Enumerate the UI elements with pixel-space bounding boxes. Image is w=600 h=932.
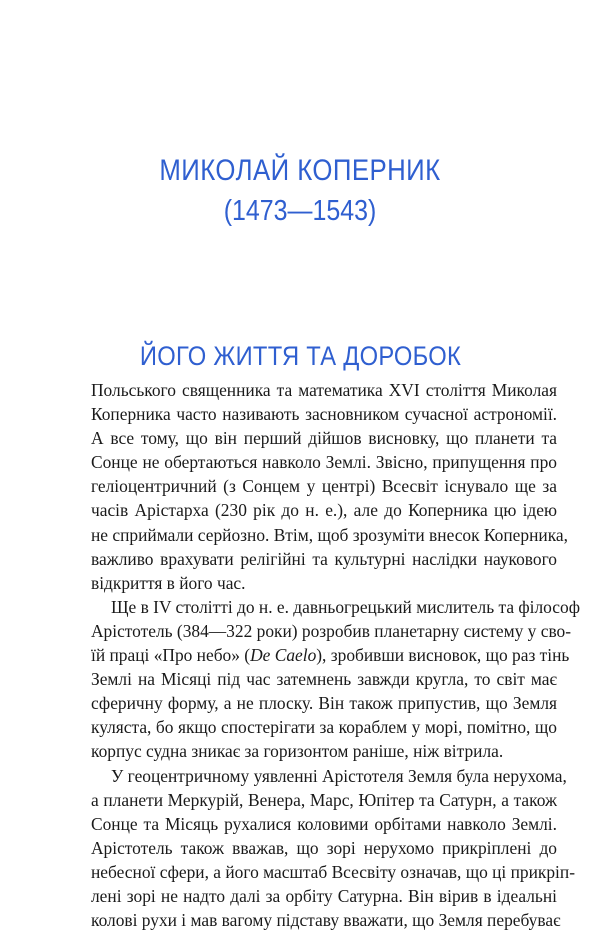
paragraph-2-line-3-start: їй праці «Про небо» ( xyxy=(91,645,251,666)
section-heading-text: ЙОГО ЖИТТЯ ТА ДОРОБОК xyxy=(139,341,461,371)
italic-title-de-caelo: De Caelo xyxy=(250,645,317,666)
paragraph-3-line-1: У геоцентричному уявленні Арістотеля Земля була нерухома, xyxy=(111,765,567,786)
section-heading xyxy=(0,339,600,373)
chapter-title-name: МИКОЛАЙ КОПЕРНИК xyxy=(159,154,441,187)
paragraph-1-line-6: часів Арістарха (230 рік до н. е.), але до Коперника цю ідею xyxy=(91,500,557,521)
paragraph-1-line-7: не сприймали серйозно. Втім, щоб зрозуміти внесок Коперника, xyxy=(91,524,568,545)
paragraph-3-line-6: лені зорі не надто далі за орбіту Сатурна. Він вірив в ідеальні xyxy=(91,885,557,906)
paragraph-1-line-1: Польського священника та математика XVI століття Миколая xyxy=(91,380,557,400)
paragraph-3-line-7: колові рухи і мав вагому підставу вважати, що Земля перебуває xyxy=(91,910,561,931)
paragraph-2-line-5: сферичну форму, а не плоску. Він також припустив, що Земля xyxy=(91,693,557,714)
paragraph-3-line-2: а планети Меркурій, Венера, Марс, Юпітер та Сатурн, а також xyxy=(91,789,557,810)
chapter-title-years: (1473—1543) xyxy=(223,195,377,227)
paragraph-1-line-5: геліоцентричний (з Сонцем у центрі) Всесвіт існувало ще за xyxy=(91,476,557,497)
paragraph-3-line-4: Арістотель також вважав, що зорі нерухомо прикріплені до xyxy=(91,837,557,858)
paragraph-1-line-3: А все тому, що він перший дійшов висновку, що планети та xyxy=(91,428,557,449)
paragraph-1-line-9: відкриття в його час. xyxy=(91,572,246,593)
paragraph-1-line-8: важливо врахувати релігійні та культурні наслідки наукового xyxy=(91,548,557,569)
paragraph-2-line-6: куляста, бо якщо спостерігати за кораблем у морі, помітно, що xyxy=(91,717,557,738)
paragraph-3-line-3: Сонце та Місяць рухалися коловими орбітами навколо Землі. xyxy=(91,813,557,834)
paragraph-2-line-2: Арістотель (384—322 роки) розробив планетарну систему у сво- xyxy=(91,620,572,641)
paragraph-2-line-3-end: ), зробивши висновок, що раз тінь xyxy=(316,645,570,666)
paragraph-2-line-7: корпус судна зникає за горизонтом раніше, ніж вітрила. xyxy=(91,741,504,762)
body-text xyxy=(91,378,580,932)
chapter-title xyxy=(0,152,600,230)
paragraph-2-line-4: Землі на Місяці під час затемнень завжди кругла, то світ має xyxy=(91,669,557,690)
paragraph-2-line-3 xyxy=(91,643,570,667)
paragraph-1-line-2: Коперника часто називають засновником сучасної астрономії. xyxy=(91,404,557,425)
paragraph-2-line-1: Ще в IV столітті до н. е. давньогрецький мислитель та філософ xyxy=(111,596,580,617)
paragraph-1-line-4: Сонце не обертаються навколо Землі. Звісно, припущення про xyxy=(91,452,557,473)
paragraph-3-line-5: небесної сфери, а його масштаб Всесвіту означав, що ці прикріп- xyxy=(91,861,575,882)
